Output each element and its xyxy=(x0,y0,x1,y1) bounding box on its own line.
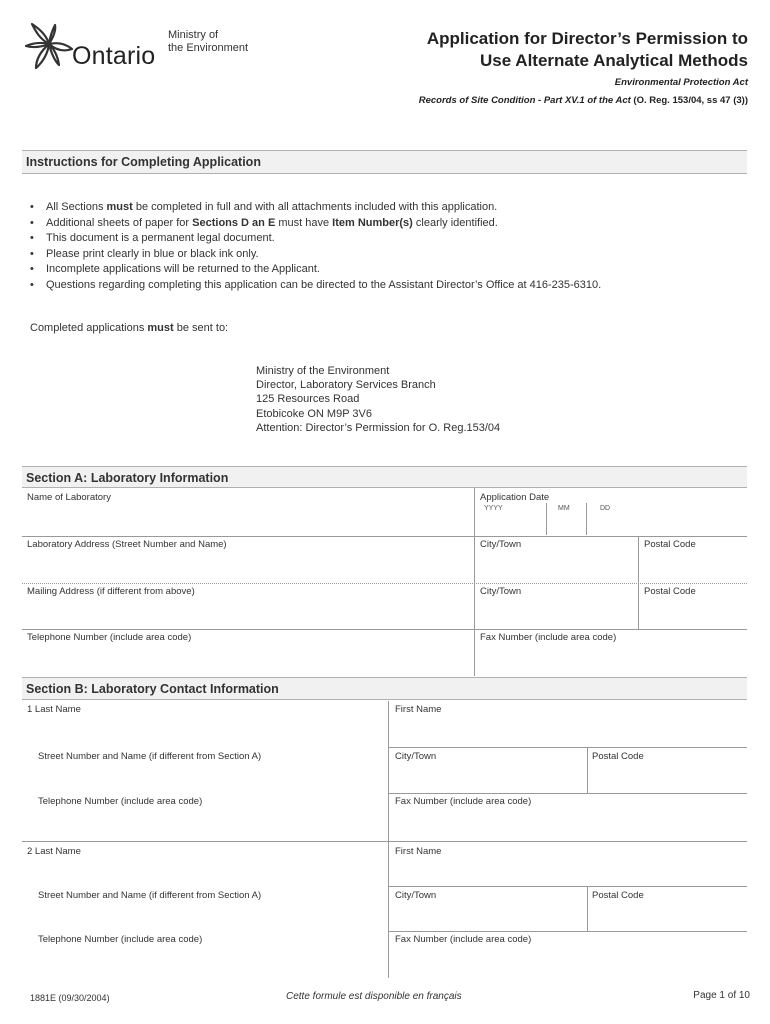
address-line: Attention: Director’s Permission for O. Reg.153/04 xyxy=(256,421,501,434)
lab-city-field[interactable] xyxy=(476,537,638,583)
contact1-city-field[interactable] xyxy=(390,748,586,793)
form-number: 1881E (09/30/2004) xyxy=(30,993,110,1003)
column-divider xyxy=(388,701,389,978)
contact1-telephone-label: Telephone Number (include area code) xyxy=(38,796,203,807)
contact2-telephone-field[interactable] xyxy=(22,932,388,978)
send-to-text: Completed applications must be sent to: xyxy=(30,322,229,334)
contact2-city-field[interactable] xyxy=(390,887,586,931)
contact1-city-label: City/Town xyxy=(395,751,437,762)
city-label: City/Town xyxy=(480,539,522,550)
contact2-postal-field[interactable] xyxy=(588,887,747,931)
contact1-first-name-field[interactable] xyxy=(390,701,747,747)
contact2-postal-label: Postal Code xyxy=(592,890,644,901)
regulation-reference xyxy=(419,95,748,106)
address-line: Director, Laboratory Services Branch xyxy=(256,379,436,392)
records-italic: Records of Site Condition - Part XV.1 of the Act xyxy=(418,95,631,106)
date-dd-field[interactable] xyxy=(586,513,626,535)
page-number: Page 1 of 10 xyxy=(693,990,750,1001)
contact1-last-name-field[interactable] xyxy=(22,701,388,747)
address-line: Etobicoke ON M9P 3V6 xyxy=(256,407,372,420)
yyyy-label: YYYY xyxy=(484,505,503,512)
date-mm-field[interactable] xyxy=(546,513,586,535)
contact2-street-label: Street Number and Name (if different from Section A) xyxy=(38,890,262,901)
ontario-trillium-logo xyxy=(24,22,74,70)
date-yyyy-field[interactable] xyxy=(476,513,546,535)
lab-address-field[interactable] xyxy=(22,537,474,583)
instructions-heading: Instructions for Completing Application xyxy=(26,155,261,169)
title-line2: Use Alternate Analytical Methods xyxy=(480,51,748,70)
list-item: • Incomplete applications will be returned to the Applicant. xyxy=(30,263,320,275)
act-name: Environmental Protection Act xyxy=(614,77,748,88)
contact2-street-field[interactable] xyxy=(22,887,388,931)
lab-telephone-field[interactable] xyxy=(22,630,474,676)
column-divider xyxy=(587,747,588,793)
section-a-heading: Section A: Laboratory Information xyxy=(26,471,229,485)
contact2-last-name-field[interactable] xyxy=(22,842,388,886)
lab-postal-field[interactable] xyxy=(640,537,747,583)
mailing-address-label: Mailing Address (if different from above) xyxy=(27,586,195,597)
name-of-lab-label: Name of Laboratory xyxy=(27,492,111,503)
mm-label: MM xyxy=(558,505,570,512)
contact1-street-field[interactable] xyxy=(22,748,388,793)
section-a-heading-band xyxy=(22,466,747,488)
contact2-telephone-label: Telephone Number (include area code) xyxy=(38,934,203,945)
ministry-name xyxy=(168,29,248,55)
contact1-first-name-label: First Name xyxy=(395,704,442,715)
french-availability-note: Cette formule est disponible en français xyxy=(286,991,462,1002)
column-divider xyxy=(474,488,475,676)
address-line: Ministry of the Environment xyxy=(256,365,390,377)
telephone-label: Telephone Number (include area code) xyxy=(27,632,192,643)
contact1-fax-field[interactable] xyxy=(390,794,747,841)
contact2-fax-label: Fax Number (include area code) xyxy=(395,934,532,945)
postal-code-label: Postal Code xyxy=(644,539,696,550)
list-item: • Please print clearly in blue or black ink only. xyxy=(30,247,259,260)
instructions-heading-band xyxy=(22,150,747,174)
dd-label: DD xyxy=(600,505,611,512)
column-divider xyxy=(638,536,639,629)
contact2-first-name-field[interactable] xyxy=(390,842,747,886)
application-date-label: Application Date xyxy=(480,492,550,503)
list-item: • Additional sheets of paper for Sections D an E must have Item Number(s) clearly identified. xyxy=(30,216,498,229)
contact1-last-name-label: 1 Last Name xyxy=(27,704,81,715)
contact1-postal-field[interactable] xyxy=(588,748,747,793)
fax-label: Fax Number (include area code) xyxy=(480,632,617,643)
title-line1: Application for Director’s Permission to xyxy=(426,29,748,48)
ministry-line1: Ministry of xyxy=(168,29,219,41)
contact2-first-name-label: First Name xyxy=(395,846,442,857)
section-b-heading: Section B: Laboratory Contact Information xyxy=(26,682,279,696)
date-divider xyxy=(546,503,547,535)
contact1-telephone-field[interactable] xyxy=(22,794,388,841)
postal-code-label: Postal Code xyxy=(644,586,696,597)
contact1-postal-label: Postal Code xyxy=(592,751,644,762)
section-b-heading-band xyxy=(22,677,747,700)
name-of-lab-field[interactable] xyxy=(22,488,474,536)
contact2-fax-field[interactable] xyxy=(390,932,747,978)
instructions-list xyxy=(22,200,601,293)
list-item: • Questions regarding completing this application can be directed to the Assistant Director’s Office at 416-235-6310. xyxy=(30,278,602,291)
lab-fax-field[interactable] xyxy=(476,630,747,676)
address-line: 125 Resources Road xyxy=(256,393,360,406)
contact2-last-name-label: 2 Last Name xyxy=(27,846,81,857)
form-title xyxy=(427,28,748,72)
contact1-street-label: Street Number and Name (if different from Section A) xyxy=(38,751,262,762)
ontario-wordmark: Ontario xyxy=(72,42,156,70)
mailing-postal-field[interactable] xyxy=(640,584,747,628)
column-divider xyxy=(587,886,588,931)
mailing-address-field[interactable] xyxy=(22,584,474,628)
date-divider xyxy=(586,503,587,535)
records-reg: (O. Reg. 153/04, ss 47 (3)) xyxy=(630,95,748,106)
list-item: • All Sections must be completed in full and with all attachments included with this application. xyxy=(30,201,498,213)
ministry-line2: the Environment xyxy=(168,42,249,54)
lab-address-label: Laboratory Address (Street Number and Name) xyxy=(27,539,227,550)
contact1-fax-label: Fax Number (include area code) xyxy=(395,796,532,807)
mailing-city-field[interactable] xyxy=(476,584,638,628)
list-item: • This document is a permanent legal document. xyxy=(30,232,275,244)
mailing-address-block xyxy=(256,364,500,435)
contact2-city-label: City/Town xyxy=(395,890,437,901)
city-label: City/Town xyxy=(480,586,522,597)
